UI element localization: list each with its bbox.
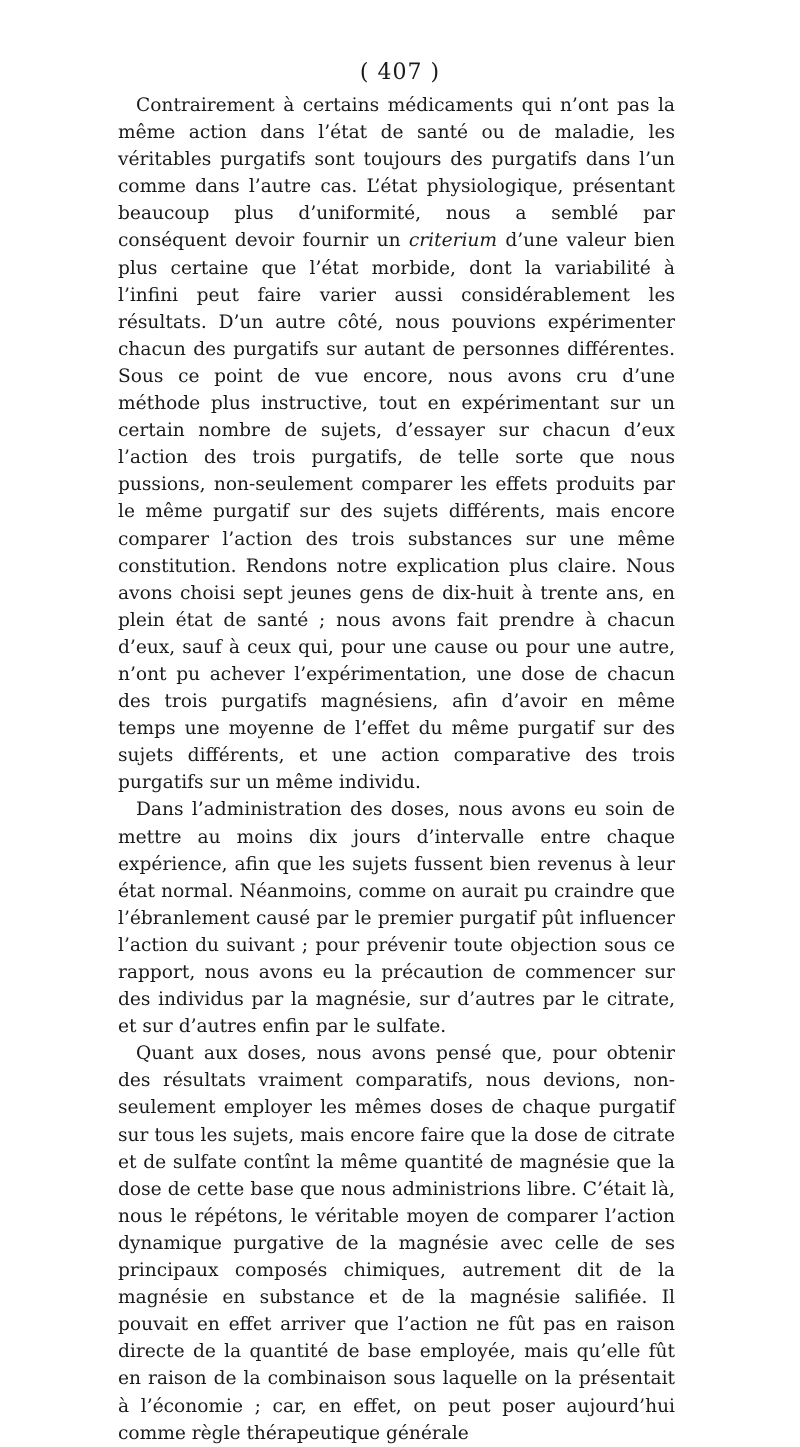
paragraph-1 — [118, 92, 675, 796]
paragraph-1-text-start: Contrairement à certains médicaments qui n’ont pas la même action dans l’état de santé ou de maladie, les véritables purgatifs sont toujours des purgatifs dans l’un comme dans l’autre cas. L’état physiologique, présentant beaucoup plus d’uniformité, nous a semblé par conséquent devoir fournir un — [118, 95, 675, 252]
body-text — [118, 92, 675, 1447]
paragraph-1-text-end: d’une valeur bien plus certaine que l’état morbide, dont la variabilité à l’infini peut faire varier aussi considérablement les résultats. D’un autre côté, nous pouvions expérimenter chacun des purgatifs sur autant de personnes différentes. Sous ce point de vue encore, nous avons cru d’une méthode plus instructive, tout en expérimentant sur un certain nombre de sujets, d’essayer sur chacun d’eux l’action des trois purgatifs, de telle sorte que nous pussions, non-seulement comparer les effets produits par le même purgatif sur des sujets différents, mais encore comparer l’action des trois substances sur une même constitution. Rendons notre explication plus claire. Nous avons choisi sept jeunes gens de dix-huit à trente ans, en plein état de santé ; nous avons fait prendre à chacun d’eux, sauf à ceux qui, pour une cause ou pour une autre, n’ont pu achever l’expérimentation, une dose de chacun des trois purgatifs magnésiens, afin d’avoir en même temps une moyenne de l’effet du même purgatif sur des sujets différents, et une action comparative des trois purgatifs sur un même individu. — [118, 230, 675, 794]
paragraph-3: Quant aux doses, nous avons pensé que, pour obtenir des résultats vraiment comparatifs, nous devions, non-seulement employer les mêmes doses de chaque purgatif sur tous les sujets, mais encore faire que la dose de citrate et de sulfate contînt la même quantité de magnésie que la dose de cette base que nous administrions libre. C’était là, nous le répétons, le véritable moyen de comparer l’action dynamique purgative de la magnésie avec celle de ses principaux composés chimiques, autrement dit de la magnésie en substance et de la magnésie salifiée. Il pouvait en effet arriver que l’action ne fût pas en raison directe de la quantité de base employée, mais qu’elle fût en raison de la combinaison sous laquelle on la présentait à l’économie ; car, en effet, on peut poser aujourd’hui comme règle thérapeutique générale — [118, 1043, 675, 1444]
paragraph-2: Dans l’administration des doses, nous avons eu soin de mettre au moins dix jours d’intervalle entre chaque expérience, afin que les sujets fussent bien revenus à leur état normal. Néanmoins, comme on aurait pu craindre que l’ébranlement causé par le premier purgatif pût influencer l’action du suivant ; pour prévenir toute objection sous ce rapport, nous avons eu la précaution de commencer sur des individus par la magnésie, sur d’autres par le citrate, et sur d’autres enfin par le sulfate. — [118, 799, 675, 1038]
page-number: ( 407 ) — [359, 60, 441, 85]
italic-term-criterium: criterium — [408, 230, 498, 252]
